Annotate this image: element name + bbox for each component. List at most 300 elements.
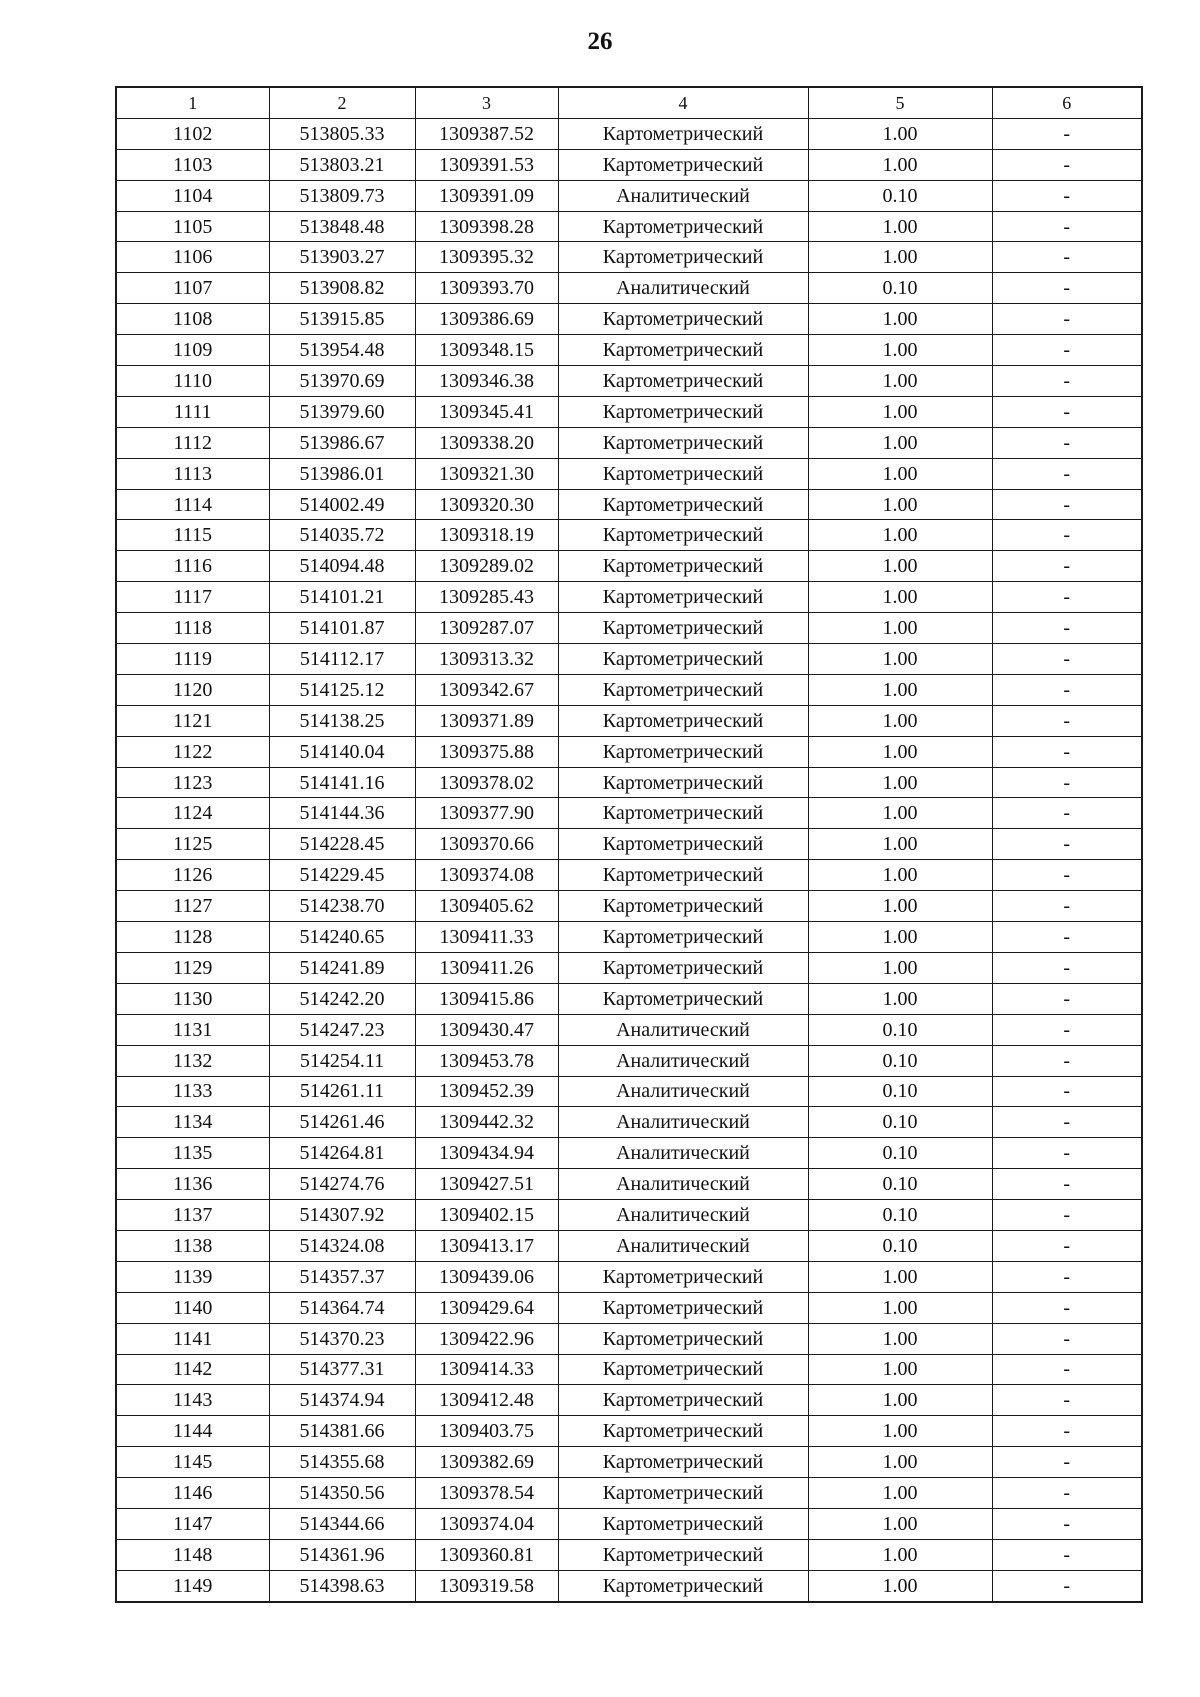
y-coordinate-cell: 1309387.52 xyxy=(415,118,558,149)
note-cell: - xyxy=(992,180,1142,211)
point-number-cell: 1124 xyxy=(116,798,269,829)
point-number-cell: 1130 xyxy=(116,983,269,1014)
accuracy-cell: 1.00 xyxy=(808,983,992,1014)
note-cell: - xyxy=(992,396,1142,427)
method-cell: Картометрический xyxy=(558,1385,808,1416)
x-coordinate-cell: 513986.67 xyxy=(269,427,415,458)
method-cell: Картометрический xyxy=(558,613,808,644)
method-cell: Картометрический xyxy=(558,983,808,1014)
table-row xyxy=(116,1323,1142,1354)
x-coordinate-cell: 513979.60 xyxy=(269,396,415,427)
x-coordinate-cell: 514101.87 xyxy=(269,613,415,644)
accuracy-cell: 1.00 xyxy=(808,860,992,891)
method-cell: Картометрический xyxy=(558,1539,808,1570)
point-number-cell: 1142 xyxy=(116,1354,269,1385)
accuracy-cell: 1.00 xyxy=(808,1323,992,1354)
point-number-cell: 1143 xyxy=(116,1385,269,1416)
y-coordinate-cell: 1309403.75 xyxy=(415,1416,558,1447)
note-cell: - xyxy=(992,613,1142,644)
note-cell: - xyxy=(992,644,1142,675)
note-cell: - xyxy=(992,366,1142,397)
point-number-cell: 1120 xyxy=(116,674,269,705)
method-cell: Картометрический xyxy=(558,211,808,242)
y-coordinate-cell: 1309378.02 xyxy=(415,767,558,798)
method-cell: Картометрический xyxy=(558,1323,808,1354)
x-coordinate-cell: 514240.65 xyxy=(269,922,415,953)
note-cell: - xyxy=(992,1076,1142,1107)
table-row xyxy=(116,489,1142,520)
method-cell: Картометрический xyxy=(558,242,808,273)
method-cell: Аналитический xyxy=(558,180,808,211)
accuracy-cell: 1.00 xyxy=(808,674,992,705)
table-row xyxy=(116,1478,1142,1509)
point-number-cell: 1125 xyxy=(116,829,269,860)
point-number-cell: 1110 xyxy=(116,366,269,397)
accuracy-cell: 1.00 xyxy=(808,613,992,644)
table-row xyxy=(116,1169,1142,1200)
table-row xyxy=(116,1014,1142,1045)
table-row xyxy=(116,1230,1142,1261)
x-coordinate-cell: 514355.68 xyxy=(269,1447,415,1478)
point-number-cell: 1131 xyxy=(116,1014,269,1045)
accuracy-cell: 1.00 xyxy=(808,551,992,582)
accuracy-cell: 1.00 xyxy=(808,211,992,242)
note-cell: - xyxy=(992,1385,1142,1416)
method-cell: Аналитический xyxy=(558,1138,808,1169)
note-cell: - xyxy=(992,860,1142,891)
note-cell: - xyxy=(992,922,1142,953)
table-row xyxy=(116,427,1142,458)
note-cell: - xyxy=(992,1447,1142,1478)
table-row xyxy=(116,520,1142,551)
table-row xyxy=(116,798,1142,829)
note-cell: - xyxy=(992,674,1142,705)
table-row xyxy=(116,1508,1142,1539)
accuracy-cell: 0.10 xyxy=(808,1076,992,1107)
point-number-cell: 1133 xyxy=(116,1076,269,1107)
y-coordinate-cell: 1309348.15 xyxy=(415,335,558,366)
note-cell: - xyxy=(992,273,1142,304)
method-cell: Картометрический xyxy=(558,860,808,891)
x-coordinate-cell: 514361.96 xyxy=(269,1539,415,1570)
x-coordinate-cell: 514242.20 xyxy=(269,983,415,1014)
x-coordinate-cell: 514254.11 xyxy=(269,1045,415,1076)
note-cell: - xyxy=(992,705,1142,736)
note-cell: - xyxy=(992,952,1142,983)
point-number-cell: 1132 xyxy=(116,1045,269,1076)
accuracy-cell: 1.00 xyxy=(808,1261,992,1292)
x-coordinate-cell: 514035.72 xyxy=(269,520,415,551)
table-row xyxy=(116,1416,1142,1447)
x-coordinate-cell: 514261.46 xyxy=(269,1107,415,1138)
y-coordinate-cell: 1309439.06 xyxy=(415,1261,558,1292)
method-cell: Картометрический xyxy=(558,1570,808,1601)
point-number-cell: 1126 xyxy=(116,860,269,891)
table-row xyxy=(116,736,1142,767)
point-number-cell: 1148 xyxy=(116,1539,269,1570)
point-number-cell: 1139 xyxy=(116,1261,269,1292)
x-coordinate-cell: 514324.08 xyxy=(269,1230,415,1261)
point-number-cell: 1116 xyxy=(116,551,269,582)
note-cell: - xyxy=(992,767,1142,798)
note-cell: - xyxy=(992,1292,1142,1323)
y-coordinate-cell: 1309374.04 xyxy=(415,1508,558,1539)
y-coordinate-cell: 1309386.69 xyxy=(415,304,558,335)
y-coordinate-cell: 1309382.69 xyxy=(415,1447,558,1478)
y-coordinate-cell: 1309405.62 xyxy=(415,891,558,922)
header-col-6: 6 xyxy=(992,87,1142,118)
accuracy-cell: 1.00 xyxy=(808,1292,992,1323)
method-cell: Картометрический xyxy=(558,922,808,953)
header-col-2: 2 xyxy=(269,87,415,118)
note-cell: - xyxy=(992,1200,1142,1231)
table-row xyxy=(116,1447,1142,1478)
y-coordinate-cell: 1309452.39 xyxy=(415,1076,558,1107)
method-cell: Аналитический xyxy=(558,1045,808,1076)
point-number-cell: 1146 xyxy=(116,1478,269,1509)
header-col-3: 3 xyxy=(415,87,558,118)
table-row xyxy=(116,458,1142,489)
x-coordinate-cell: 514002.49 xyxy=(269,489,415,520)
table-row xyxy=(116,1570,1142,1601)
point-number-cell: 1104 xyxy=(116,180,269,211)
table-row xyxy=(116,1292,1142,1323)
table-row xyxy=(116,829,1142,860)
y-coordinate-cell: 1309453.78 xyxy=(415,1045,558,1076)
note-cell: - xyxy=(992,1261,1142,1292)
y-coordinate-cell: 1309374.08 xyxy=(415,860,558,891)
accuracy-cell: 1.00 xyxy=(808,829,992,860)
coordinates-table xyxy=(115,86,1143,1603)
table-row xyxy=(116,242,1142,273)
accuracy-cell: 0.10 xyxy=(808,1230,992,1261)
accuracy-cell: 1.00 xyxy=(808,520,992,551)
table-row xyxy=(116,118,1142,149)
method-cell: Аналитический xyxy=(558,1200,808,1231)
accuracy-cell: 1.00 xyxy=(808,242,992,273)
y-coordinate-cell: 1309402.15 xyxy=(415,1200,558,1231)
point-number-cell: 1127 xyxy=(116,891,269,922)
method-cell: Картометрический xyxy=(558,551,808,582)
x-coordinate-cell: 514370.23 xyxy=(269,1323,415,1354)
table-row xyxy=(116,1354,1142,1385)
y-coordinate-cell: 1309289.02 xyxy=(415,551,558,582)
table-row xyxy=(116,922,1142,953)
point-number-cell: 1115 xyxy=(116,520,269,551)
point-number-cell: 1108 xyxy=(116,304,269,335)
method-cell: Аналитический xyxy=(558,1169,808,1200)
x-coordinate-cell: 513809.73 xyxy=(269,180,415,211)
table-row xyxy=(116,1138,1142,1169)
point-number-cell: 1134 xyxy=(116,1107,269,1138)
table-row xyxy=(116,1076,1142,1107)
accuracy-cell: 1.00 xyxy=(808,1354,992,1385)
accuracy-cell: 1.00 xyxy=(808,335,992,366)
method-cell: Аналитический xyxy=(558,1014,808,1045)
method-cell: Аналитический xyxy=(558,1107,808,1138)
y-coordinate-cell: 1309377.90 xyxy=(415,798,558,829)
accuracy-cell: 1.00 xyxy=(808,736,992,767)
note-cell: - xyxy=(992,829,1142,860)
method-cell: Картометрический xyxy=(558,736,808,767)
method-cell: Картометрический xyxy=(558,427,808,458)
page-number: 26 xyxy=(587,28,613,55)
x-coordinate-cell: 514377.31 xyxy=(269,1354,415,1385)
accuracy-cell: 1.00 xyxy=(808,396,992,427)
y-coordinate-cell: 1309360.81 xyxy=(415,1539,558,1570)
x-coordinate-cell: 514247.23 xyxy=(269,1014,415,1045)
note-cell: - xyxy=(992,891,1142,922)
y-coordinate-cell: 1309345.41 xyxy=(415,396,558,427)
method-cell: Картометрический xyxy=(558,335,808,366)
accuracy-cell: 0.10 xyxy=(808,1169,992,1200)
x-coordinate-cell: 514374.94 xyxy=(269,1385,415,1416)
accuracy-cell: 1.00 xyxy=(808,304,992,335)
method-cell: Картометрический xyxy=(558,458,808,489)
note-cell: - xyxy=(992,427,1142,458)
x-coordinate-cell: 514112.17 xyxy=(269,644,415,675)
point-number-cell: 1145 xyxy=(116,1447,269,1478)
method-cell: Картометрический xyxy=(558,952,808,983)
table-row xyxy=(116,1045,1142,1076)
header-col-1: 1 xyxy=(116,87,269,118)
method-cell: Картометрический xyxy=(558,891,808,922)
note-cell: - xyxy=(992,1508,1142,1539)
point-number-cell: 1144 xyxy=(116,1416,269,1447)
x-coordinate-cell: 513970.69 xyxy=(269,366,415,397)
table-row xyxy=(116,644,1142,675)
point-number-cell: 1111 xyxy=(116,396,269,427)
table-row xyxy=(116,396,1142,427)
y-coordinate-cell: 1309346.38 xyxy=(415,366,558,397)
y-coordinate-cell: 1309319.58 xyxy=(415,1570,558,1601)
x-coordinate-cell: 514228.45 xyxy=(269,829,415,860)
accuracy-cell: 1.00 xyxy=(808,891,992,922)
x-coordinate-cell: 514140.04 xyxy=(269,736,415,767)
x-coordinate-cell: 514238.70 xyxy=(269,891,415,922)
y-coordinate-cell: 1309395.32 xyxy=(415,242,558,273)
y-coordinate-cell: 1309429.64 xyxy=(415,1292,558,1323)
note-cell: - xyxy=(992,1539,1142,1570)
x-coordinate-cell: 514344.66 xyxy=(269,1508,415,1539)
y-coordinate-cell: 1309412.48 xyxy=(415,1385,558,1416)
x-coordinate-cell: 513903.27 xyxy=(269,242,415,273)
method-cell: Картометрический xyxy=(558,118,808,149)
note-cell: - xyxy=(992,798,1142,829)
accuracy-cell: 1.00 xyxy=(808,366,992,397)
y-coordinate-cell: 1309338.20 xyxy=(415,427,558,458)
method-cell: Картометрический xyxy=(558,396,808,427)
accuracy-cell: 1.00 xyxy=(808,1478,992,1509)
accuracy-cell: 1.00 xyxy=(808,922,992,953)
point-number-cell: 1128 xyxy=(116,922,269,953)
point-number-cell: 1123 xyxy=(116,767,269,798)
method-cell: Картометрический xyxy=(558,520,808,551)
accuracy-cell: 1.00 xyxy=(808,644,992,675)
x-coordinate-cell: 514364.74 xyxy=(269,1292,415,1323)
point-number-cell: 1137 xyxy=(116,1200,269,1231)
point-number-cell: 1122 xyxy=(116,736,269,767)
note-cell: - xyxy=(992,520,1142,551)
method-cell: Картометрический xyxy=(558,366,808,397)
header-col-5: 5 xyxy=(808,87,992,118)
table-row xyxy=(116,582,1142,613)
note-cell: - xyxy=(992,1045,1142,1076)
note-cell: - xyxy=(992,736,1142,767)
table-row xyxy=(116,1261,1142,1292)
y-coordinate-cell: 1309411.33 xyxy=(415,922,558,953)
note-cell: - xyxy=(992,149,1142,180)
method-cell: Картометрический xyxy=(558,798,808,829)
y-coordinate-cell: 1309414.33 xyxy=(415,1354,558,1385)
note-cell: - xyxy=(992,1416,1142,1447)
y-coordinate-cell: 1309318.19 xyxy=(415,520,558,551)
y-coordinate-cell: 1309434.94 xyxy=(415,1138,558,1169)
accuracy-cell: 0.10 xyxy=(808,1200,992,1231)
method-cell: Картометрический xyxy=(558,1508,808,1539)
point-number-cell: 1147 xyxy=(116,1508,269,1539)
y-coordinate-cell: 1309427.51 xyxy=(415,1169,558,1200)
note-cell: - xyxy=(992,304,1142,335)
y-coordinate-cell: 1309415.86 xyxy=(415,983,558,1014)
accuracy-cell: 1.00 xyxy=(808,1416,992,1447)
point-number-cell: 1102 xyxy=(116,118,269,149)
x-coordinate-cell: 513803.21 xyxy=(269,149,415,180)
method-cell: Картометрический xyxy=(558,489,808,520)
point-number-cell: 1105 xyxy=(116,211,269,242)
accuracy-cell: 1.00 xyxy=(808,149,992,180)
point-number-cell: 1138 xyxy=(116,1230,269,1261)
table-row xyxy=(116,366,1142,397)
point-number-cell: 1149 xyxy=(116,1570,269,1601)
point-number-cell: 1140 xyxy=(116,1292,269,1323)
note-cell: - xyxy=(992,1169,1142,1200)
table-row xyxy=(116,335,1142,366)
point-number-cell: 1141 xyxy=(116,1323,269,1354)
table-row xyxy=(116,983,1142,1014)
point-number-cell: 1129 xyxy=(116,952,269,983)
accuracy-cell: 1.00 xyxy=(808,118,992,149)
point-number-cell: 1114 xyxy=(116,489,269,520)
x-coordinate-cell: 514125.12 xyxy=(269,674,415,705)
point-number-cell: 1135 xyxy=(116,1138,269,1169)
point-number-cell: 1121 xyxy=(116,705,269,736)
x-coordinate-cell: 514138.25 xyxy=(269,705,415,736)
point-number-cell: 1106 xyxy=(116,242,269,273)
x-coordinate-cell: 514229.45 xyxy=(269,860,415,891)
point-number-cell: 1118 xyxy=(116,613,269,644)
x-coordinate-cell: 513848.48 xyxy=(269,211,415,242)
y-coordinate-cell: 1309342.67 xyxy=(415,674,558,705)
y-coordinate-cell: 1309411.26 xyxy=(415,952,558,983)
point-number-cell: 1117 xyxy=(116,582,269,613)
table-row xyxy=(116,767,1142,798)
accuracy-cell: 1.00 xyxy=(808,1539,992,1570)
method-cell: Картометрический xyxy=(558,1354,808,1385)
note-cell: - xyxy=(992,1323,1142,1354)
table-row xyxy=(116,1539,1142,1570)
y-coordinate-cell: 1309287.07 xyxy=(415,613,558,644)
note-cell: - xyxy=(992,1230,1142,1261)
accuracy-cell: 1.00 xyxy=(808,798,992,829)
x-coordinate-cell: 513915.85 xyxy=(269,304,415,335)
table-row xyxy=(116,211,1142,242)
point-number-cell: 1107 xyxy=(116,273,269,304)
accuracy-cell: 0.10 xyxy=(808,273,992,304)
note-cell: - xyxy=(992,582,1142,613)
table-row xyxy=(116,304,1142,335)
note-cell: - xyxy=(992,118,1142,149)
x-coordinate-cell: 514357.37 xyxy=(269,1261,415,1292)
accuracy-cell: 1.00 xyxy=(808,952,992,983)
accuracy-cell: 1.00 xyxy=(808,1447,992,1478)
y-coordinate-cell: 1309321.30 xyxy=(415,458,558,489)
x-coordinate-cell: 514381.66 xyxy=(269,1416,415,1447)
note-cell: - xyxy=(992,242,1142,273)
y-coordinate-cell: 1309442.32 xyxy=(415,1107,558,1138)
method-cell: Картометрический xyxy=(558,705,808,736)
note-cell: - xyxy=(992,1138,1142,1169)
table-row xyxy=(116,1200,1142,1231)
method-cell: Картометрический xyxy=(558,644,808,675)
accuracy-cell: 1.00 xyxy=(808,458,992,489)
accuracy-cell: 1.00 xyxy=(808,767,992,798)
table-row xyxy=(116,149,1142,180)
method-cell: Аналитический xyxy=(558,1230,808,1261)
note-cell: - xyxy=(992,1478,1142,1509)
y-coordinate-cell: 1309375.88 xyxy=(415,736,558,767)
method-cell: Картометрический xyxy=(558,674,808,705)
y-coordinate-cell: 1309422.96 xyxy=(415,1323,558,1354)
method-cell: Картометрический xyxy=(558,1261,808,1292)
table-header-row xyxy=(116,87,1142,118)
accuracy-cell: 0.10 xyxy=(808,1014,992,1045)
table-row xyxy=(116,952,1142,983)
y-coordinate-cell: 1309313.32 xyxy=(415,644,558,675)
accuracy-cell: 1.00 xyxy=(808,582,992,613)
x-coordinate-cell: 514350.56 xyxy=(269,1478,415,1509)
x-coordinate-cell: 513954.48 xyxy=(269,335,415,366)
accuracy-cell: 1.00 xyxy=(808,1570,992,1601)
method-cell: Картометрический xyxy=(558,829,808,860)
y-coordinate-cell: 1309378.54 xyxy=(415,1478,558,1509)
method-cell: Картометрический xyxy=(558,304,808,335)
point-number-cell: 1136 xyxy=(116,1169,269,1200)
method-cell: Картометрический xyxy=(558,149,808,180)
table-row xyxy=(116,705,1142,736)
table-row xyxy=(116,1107,1142,1138)
note-cell: - xyxy=(992,1014,1142,1045)
table-row xyxy=(116,1385,1142,1416)
note-cell: - xyxy=(992,551,1142,582)
accuracy-cell: 0.10 xyxy=(808,180,992,211)
accuracy-cell: 0.10 xyxy=(808,1045,992,1076)
method-cell: Картометрический xyxy=(558,1478,808,1509)
point-number-cell: 1119 xyxy=(116,644,269,675)
y-coordinate-cell: 1309398.28 xyxy=(415,211,558,242)
y-coordinate-cell: 1309370.66 xyxy=(415,829,558,860)
table-row xyxy=(116,551,1142,582)
table-row xyxy=(116,674,1142,705)
accuracy-cell: 1.00 xyxy=(808,1508,992,1539)
y-coordinate-cell: 1309391.09 xyxy=(415,180,558,211)
accuracy-cell: 1.00 xyxy=(808,1385,992,1416)
x-coordinate-cell: 514144.36 xyxy=(269,798,415,829)
table-row xyxy=(116,613,1142,644)
method-cell: Аналитический xyxy=(558,1076,808,1107)
method-cell: Картометрический xyxy=(558,1416,808,1447)
method-cell: Картометрический xyxy=(558,1447,808,1478)
